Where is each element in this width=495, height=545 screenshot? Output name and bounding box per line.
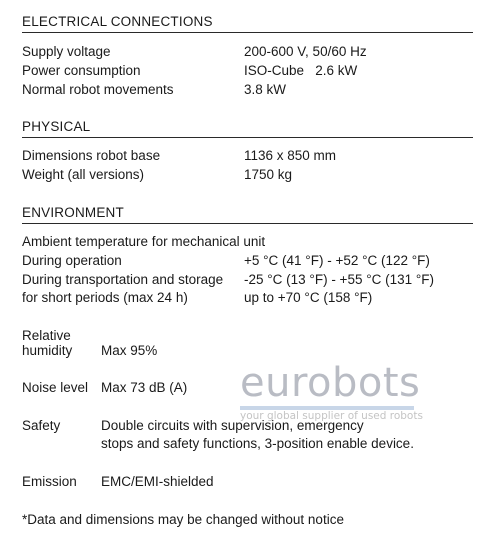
eurobots-logo: eurobots [240, 360, 421, 406]
eurobots-tagline: your global supplier of used robots [240, 410, 423, 422]
spec-value-emission: EMC/EMI-shielded [101, 474, 214, 489]
section-title-physical: PHYSICAL [22, 119, 91, 134]
spec-label-dimensions: Dimensions robot base [22, 148, 161, 163]
spec-label-humidity-line1: Relative [22, 328, 71, 343]
spec-label-power-consumption: Power consumption [22, 63, 141, 78]
spec-label-short-periods: for short periods (max 24 h) [22, 290, 188, 305]
spec-value-weight: 1750 kg [244, 167, 293, 182]
spec-value-normal-movements: 3.8 kW [244, 82, 287, 97]
spec-label-humidity-line2: humidity [22, 343, 73, 358]
spec-value-safety-line2: stops and safety functions, 3-position enable device. [101, 436, 414, 451]
spec-label-weight: Weight (all versions) [22, 167, 145, 182]
section-title-environment: ENVIRONMENT [22, 205, 124, 220]
spec-value-humidity: Max 95% [101, 343, 158, 358]
spec-value-transport-storage: -25 °C (13 °F) - +55 °C (131 °F) [244, 272, 435, 287]
spec-label-supply-voltage: Supply voltage [22, 44, 111, 59]
spec-label-emission: Emission [22, 474, 77, 489]
section-divider-environment [22, 223, 473, 224]
spec-intro-ambient-temperature: Ambient temperature for mechanical unit [22, 234, 266, 249]
spec-value-operation: +5 °C (41 °F) - +52 °C (122 °F) [244, 253, 430, 268]
spec-value-safety-line1: Double circuits with supervision, emergency [101, 418, 364, 433]
spec-value-power-consumption: ISO-Cube 2.6 kW [244, 63, 358, 78]
spec-label-safety: Safety [22, 418, 61, 433]
spec-label-normal-movements: Normal robot movements [22, 82, 174, 97]
section-divider-electrical [22, 32, 473, 33]
spec-label-noise: Noise level [22, 380, 89, 395]
spec-value-dimensions: 1136 x 850 mm [244, 148, 337, 163]
section-title-electrical: ELECTRICAL CONNECTIONS [22, 14, 213, 29]
spec-value-short-periods: up to +70 °C (158 °F) [244, 290, 373, 305]
spec-label-operation: During operation [22, 253, 122, 268]
spec-label-transport-storage: During transportation and storage [22, 272, 224, 287]
spec-value-supply-voltage: 200-600 V, 50/60 Hz [244, 44, 367, 59]
footnote: *Data and dimensions may be changed without notice [22, 512, 344, 527]
spec-value-noise: Max 73 dB (A) [101, 380, 188, 395]
section-divider-physical [22, 137, 473, 138]
